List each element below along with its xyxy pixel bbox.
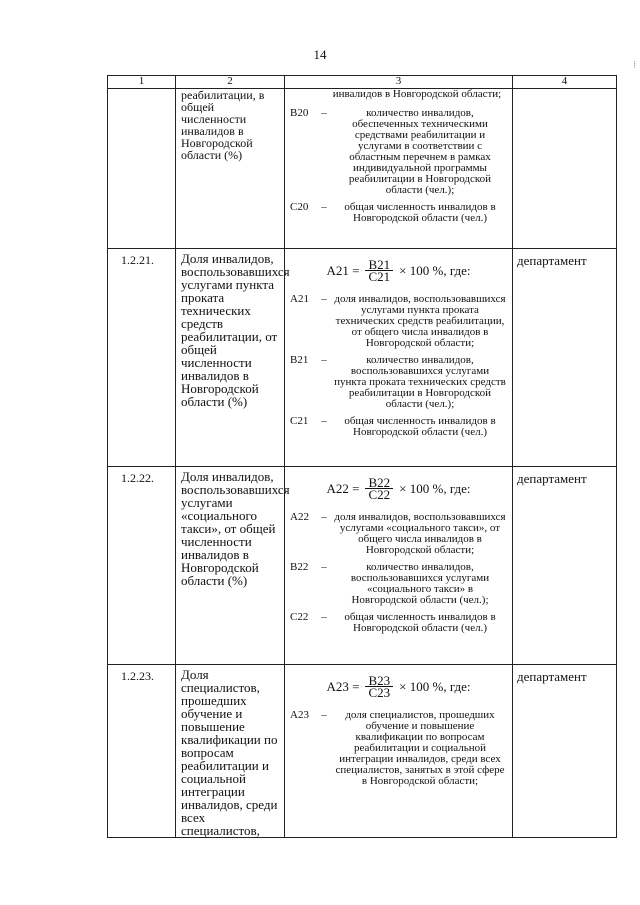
definition-symbol: A22 — [290, 511, 309, 523]
dash: – — [321, 201, 327, 213]
definition-item — [285, 710, 512, 787]
table-row — [108, 665, 617, 838]
definition-item — [285, 355, 512, 410]
definition-item — [285, 612, 512, 634]
department-cell: департамент — [513, 249, 617, 467]
definition-text: доля специалистов, прошедших обучение и повышение квалификации по вопросам реабилитации и социальной интеграции инвалидов, среди всех специалистов, занятых в этой сфере в Новгородской области; — [335, 709, 505, 787]
department-cell — [513, 89, 617, 249]
dash: – — [321, 561, 327, 573]
formula-lhs: A23 = — [326, 678, 360, 694]
margin-mark: ⁞ — [633, 60, 636, 71]
formula-lhs: A22 = — [326, 480, 360, 496]
definition-text: общая численность инвалидов в Новгородской области (чел.) — [344, 611, 496, 634]
definition-symbol: C22 — [290, 611, 309, 623]
table-row — [108, 249, 617, 467]
definition-item — [285, 108, 512, 196]
formula-rhs: × 100 %, где: — [399, 480, 471, 496]
indicator-cell: Доля инвалидов, воспользовавшихся услугами пункта проката технических средств реабилитации, от общей численности инвалидов в Новгородской области (%) — [176, 249, 285, 467]
formula-denominator: C22 — [368, 486, 391, 502]
header-col-4: 4 — [513, 76, 617, 89]
row-number: 1.2.22. — [108, 467, 176, 665]
definition-item — [285, 562, 512, 606]
header-col-3: 3 — [285, 76, 513, 89]
formula — [285, 665, 512, 707]
formula — [285, 249, 512, 291]
header-col-2: 2 — [176, 76, 285, 89]
number-cell — [108, 89, 176, 249]
indicator-cell: реабилитации, в общей численности инвалидов в Новгородской области (%) — [176, 89, 285, 249]
formula — [285, 467, 512, 509]
table-row — [108, 467, 617, 665]
definition-text: общая численность инвалидов в Новгородской области (чел.) — [344, 201, 496, 224]
formula-lhs: A21 = — [326, 262, 360, 278]
formula-numerator: B21 — [365, 259, 393, 271]
definition-text: доля инвалидов, воспользовавшихся услугами «социального такси», от общего числа инвалидов в Новгородской области; — [334, 511, 506, 556]
definition-text: доля инвалидов, воспользовавшихся услугами пункта проката технических средств реабилитации, от общего числа инвалидов в Новгородской области; — [334, 293, 506, 349]
dash: – — [321, 611, 327, 623]
formula-fraction — [365, 256, 393, 284]
formula-cell — [285, 665, 513, 838]
definition-item — [285, 416, 512, 438]
definition-item — [285, 512, 512, 556]
definition-symbol: C21 — [290, 415, 309, 427]
dash: – — [321, 293, 327, 305]
dash: – — [321, 415, 327, 427]
definition-symbol: B21 — [290, 354, 309, 366]
formula-fraction — [365, 672, 393, 700]
formula-denominator: C23 — [368, 684, 391, 700]
dash: – — [321, 354, 327, 366]
dash: – — [321, 511, 327, 523]
definition-symbol: C20 — [290, 201, 309, 213]
dash: – — [321, 709, 327, 721]
formula-rhs: × 100 %, где: — [399, 262, 471, 278]
definition-text: общая численность инвалидов в Новгородской области (чел.) — [344, 415, 496, 438]
continuation-text: инвалидов в Новгородской области; — [332, 88, 502, 100]
indicator-cell: Доля специалистов, прошедших обучение и повышение квалификации по вопросам реабилитации и социальной интеграции инвалидов, среди всех специалистов, — [176, 665, 285, 838]
header-row — [108, 76, 617, 89]
definition-text: количество инвалидов, воспользовавшихся услугами «социального такси» в Новгородской области (чел.); — [350, 561, 490, 606]
formula-numerator: B23 — [365, 675, 393, 687]
header-col-1: 1 — [108, 76, 176, 89]
department-cell: департамент — [513, 467, 617, 665]
definition-item — [285, 294, 512, 349]
definition-symbol: B22 — [290, 561, 309, 573]
definition-symbol: A21 — [290, 293, 309, 305]
definition-text: количество инвалидов, воспользовавшихся услугами пункта проката технических средств реабилитации в Новгородской области (чел.); — [334, 354, 506, 410]
formula-cell — [285, 249, 513, 467]
formula-fraction — [365, 474, 393, 502]
formula-cell — [285, 467, 513, 665]
definition-symbol: B20 — [290, 107, 309, 119]
row-number: 1.2.21. — [108, 249, 176, 467]
formula-cell — [285, 89, 513, 249]
formula-denominator: C21 — [368, 268, 391, 284]
indicators-table — [107, 75, 617, 838]
definition-item — [285, 202, 512, 224]
dash: – — [321, 107, 327, 119]
definition-text: количество инвалидов, обеспеченных техническими средствами реабилитации и услугами в соответствии с областным перечнем в рамках индивидуальной программы реабилитации в Новгородской области (чел.); — [348, 107, 492, 196]
formula-rhs: × 100 %, где: — [399, 678, 471, 694]
page-number: 14 — [313, 47, 327, 62]
department-cell: департамент — [513, 665, 617, 838]
definition-symbol: A23 — [290, 709, 309, 721]
formula-numerator: B22 — [365, 477, 393, 489]
table-row-continuation — [108, 89, 617, 249]
row-number: 1.2.23. — [108, 665, 176, 838]
indicator-cell: Доля инвалидов, воспользовавшихся услугами «социального такси», от общей численности инвалидов в Новгородской области (%) — [176, 467, 285, 665]
